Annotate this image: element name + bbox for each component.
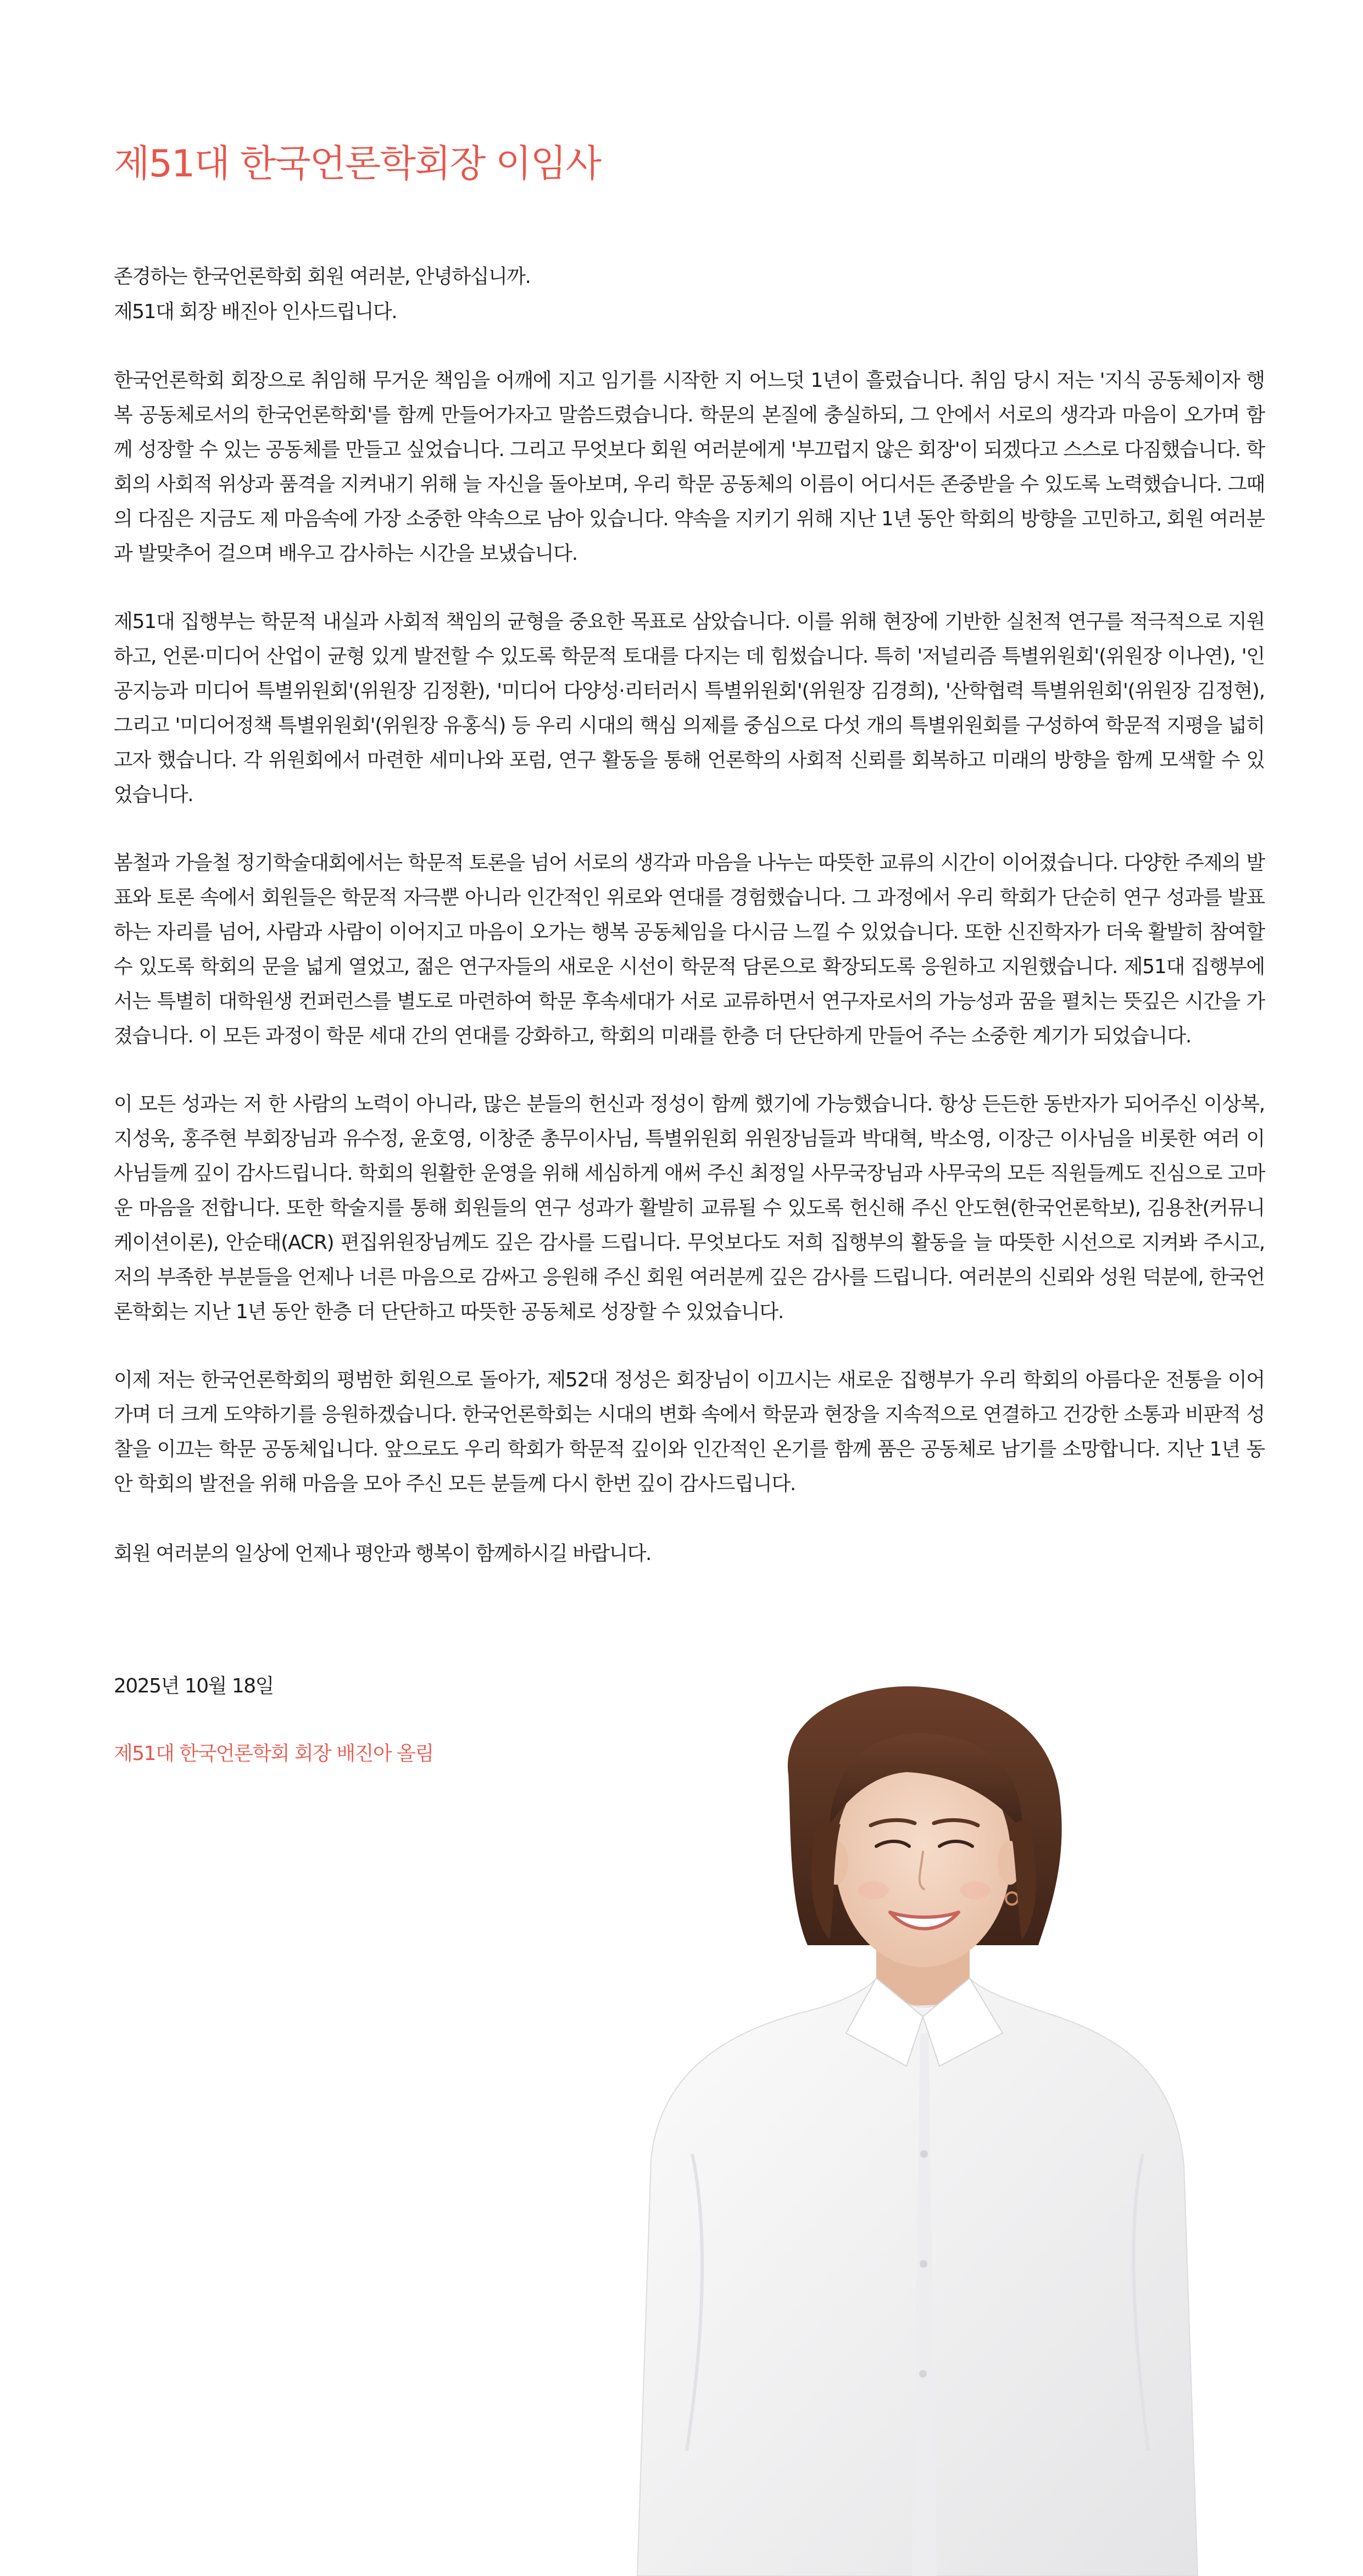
paragraph-thanks: 이 모든 성과는 저 한 사람의 노력이 아니라, 많은 분들의 헌신과 정성이 함께 했기에 가능했습니다. 항상 든든한 동반자가 되어주신 이상복, 지성욱, 홍주현 부회장님과 유수정, 윤호영, 이창준 총무이사님, 특별위원회 위원장님들과 박대혁, 박소영, 이장근 이사님을 비롯한 여러 이사님들께 깊이 감사드립니다. 학회의 원활한 운영을 위해 세심하게 애써 주신 최정일 사무국장님과 사무국의 모든 직원들께도 진심으로 고마운 마음을 전합니다. 또한 학술지를 통해 회원들의 연구 성과가 활발히 교류될 수 있도록 헌신해 주신 안도현(한국언론학보), 김용찬(커뮤니케이션이론), 안순태(ACR) 편집위원장님께도 깊은 감사를 드립니다. 무엇보다도 저희 집행부의 활동을 늘 따뜻한 시선으로 지켜봐 주시고, 저의 부족한 부분들을 언제나 너른 마음으로 감싸고 응원해 주신 회원 여러분께 깊은 감사를 드립니다. 여러분의 신뢰와 성원 덕분에, 한국언론학회는 지난 1년 동안 한층 더 단단하고 따뜻한 공동체로 성장할 수 있었습니다. xyxy=(114,1093,1265,1323)
paragraph-conferences: 봄철과 가을철 정기학술대회에서는 학문적 토론을 넘어 서로의 생각과 마음을 나누는 따뜻한 교류의 시간이 이어졌습니다. 다양한 주제의 발표와 토론 속에서 회원들은 학문적 자극뿐 아니라 인간적인 위로와 연대를 경험했습니다. 그 과정에서 우리 학회가 단순히 연구 성과를 발표하는 자리를 넘어, 사람과 사람이 이어지고 마음이 오가는 행복 공동체임을 다시금 느낄 수 있었습니다. 또한 신진학자가 더욱 활발히 참여할 수 있도록 학회의 문을 넓게 열었고, 젊은 연구자들의 새로운 시선이 학문적 담론으로 확장되도록 응원하고 지원했습니다. 제51대 집행부에서는 특별히 대학원생 컨퍼런스를 별도로 마련하여 학문 후속세대가 서로 교류하면서 연구자로서의 가능성과 꿈을 펼치는 뜻깊은 시간을 가졌습니다. 이 모든 과정이 학문 세대 간의 연대를 강화하고, 학회의 미래를 한층 더 단단하게 만들어 주는 소중한 계기가 되었습니다. xyxy=(114,852,1265,1047)
portrait-figure xyxy=(637,1686,1198,2576)
paragraph-intro: 한국언론학회 회장으로 취임해 무거운 책임을 어깨에 지고 임기를 시작한 지 어느덧 1년이 흘렀습니다. 취임 당시 저는 '지식 공동체이자 행복 공동체로서의 한국언론학회'를 함께 만들어가자고 말씀드렸습니다. 학문의 본질에 충실하되, 그 안에서 서로의 생각과 마음이 오가며 함께 성장할 수 있는 공동체를 만들고 싶었습니다. 그리고 무엇보다 회원 여러분에게 '부끄럽지 않은 회장'이 되겠다고 스스로 다짐했습니다. 학회의 사회적 위상과 품격을 지켜내기 위해 늘 자신을 돌아보며, 우리 학문 공동체의 이름이 어디서든 존중받을 수 있도록 노력했습니다. 그때의 다짐은 지금도 제 마음속에 가장 소중한 약속으로 남아 있습니다. 약속을 지키기 위해 지난 1년 동안 학회의 방향을 고민하고, 회원 여러분과 발맞추어 걸으며 배우고 감사하는 시간을 보냈습니다. xyxy=(114,369,1265,565)
letter-body xyxy=(114,259,1265,1572)
greeting-line: 존경하는 한국언론학회 회원 여러분, 안녕하십니까. xyxy=(114,265,531,288)
paragraph-farewell: 이제 저는 한국언론학회의 평범한 회원으로 돌아가, 제52대 정성은 회장님이 이끄시는 새로운 집행부가 우리 학회의 아름다운 전통을 이어가며 더 크게 도약하기를 응원하겠습니다. 한국언론학회는 시대의 변화 속에서 학문과 현장을 지속적으로 연결하고 건강한 소통과 비판적 성찰을 이끄는 학문 공동체입니다. 앞으로도 우리 학회가 학문적 깊이와 인간적인 온기를 함께 품은 공동체로 남기를 소망합니다. 지난 1년 동안 학회의 발전을 위해 마음을 모아 주신 모든 분들께 다시 한번 깊이 감사드립니다. xyxy=(114,1369,1265,1495)
paragraph-committees: 제51대 집행부는 학문적 내실과 사회적 책임의 균형을 중요한 목표로 삼았습니다. 이를 위해 현장에 기반한 실천적 연구를 적극적으로 지원하고, 언론·미디어 산업이 균형 있게 발전할 수 있도록 학문적 토대를 다지는 데 힘썼습니다. 특히 '저널리즘 특별위원회'(위원장 이나연), '인공지능과 미디어 특별위원회'(위원장 김정환), '미디어 다양성·리터러시 특별위원회'(위원장 김경희), '산학협력 특별위원회'(위원장 김정현), 그리고 '미디어정책 특별위원회'(위원장 유홍식) 등 우리 시대의 핵심 의제를 중심으로 다섯 개의 특별위원회를 구성하여 학문적 지평을 넓히고자 했습니다. 각 위원회에서 마련한 세미나와 포럼, 연구 활동을 통해 언론학의 사회적 신뢰를 회복하고 미래의 방향을 함께 모색할 수 있었습니다. xyxy=(114,610,1265,806)
closing-wish: 회원 여러분의 일상에 언제나 평안과 행복이 함께하시길 바랍니다. xyxy=(114,1542,651,1565)
greeting xyxy=(114,259,1265,330)
letter-date: 2025년 10월 18일 xyxy=(114,1675,274,1697)
signature-line: 제51대 한국언론학회 회장 배진아 올림 xyxy=(114,1742,433,1765)
greeting-line: 제51대 회장 배진아 인사드립니다. xyxy=(114,301,397,323)
page-title: 제51대 한국언론학회장 이임사 xyxy=(114,142,601,186)
president-portrait-image xyxy=(599,1681,1242,2576)
